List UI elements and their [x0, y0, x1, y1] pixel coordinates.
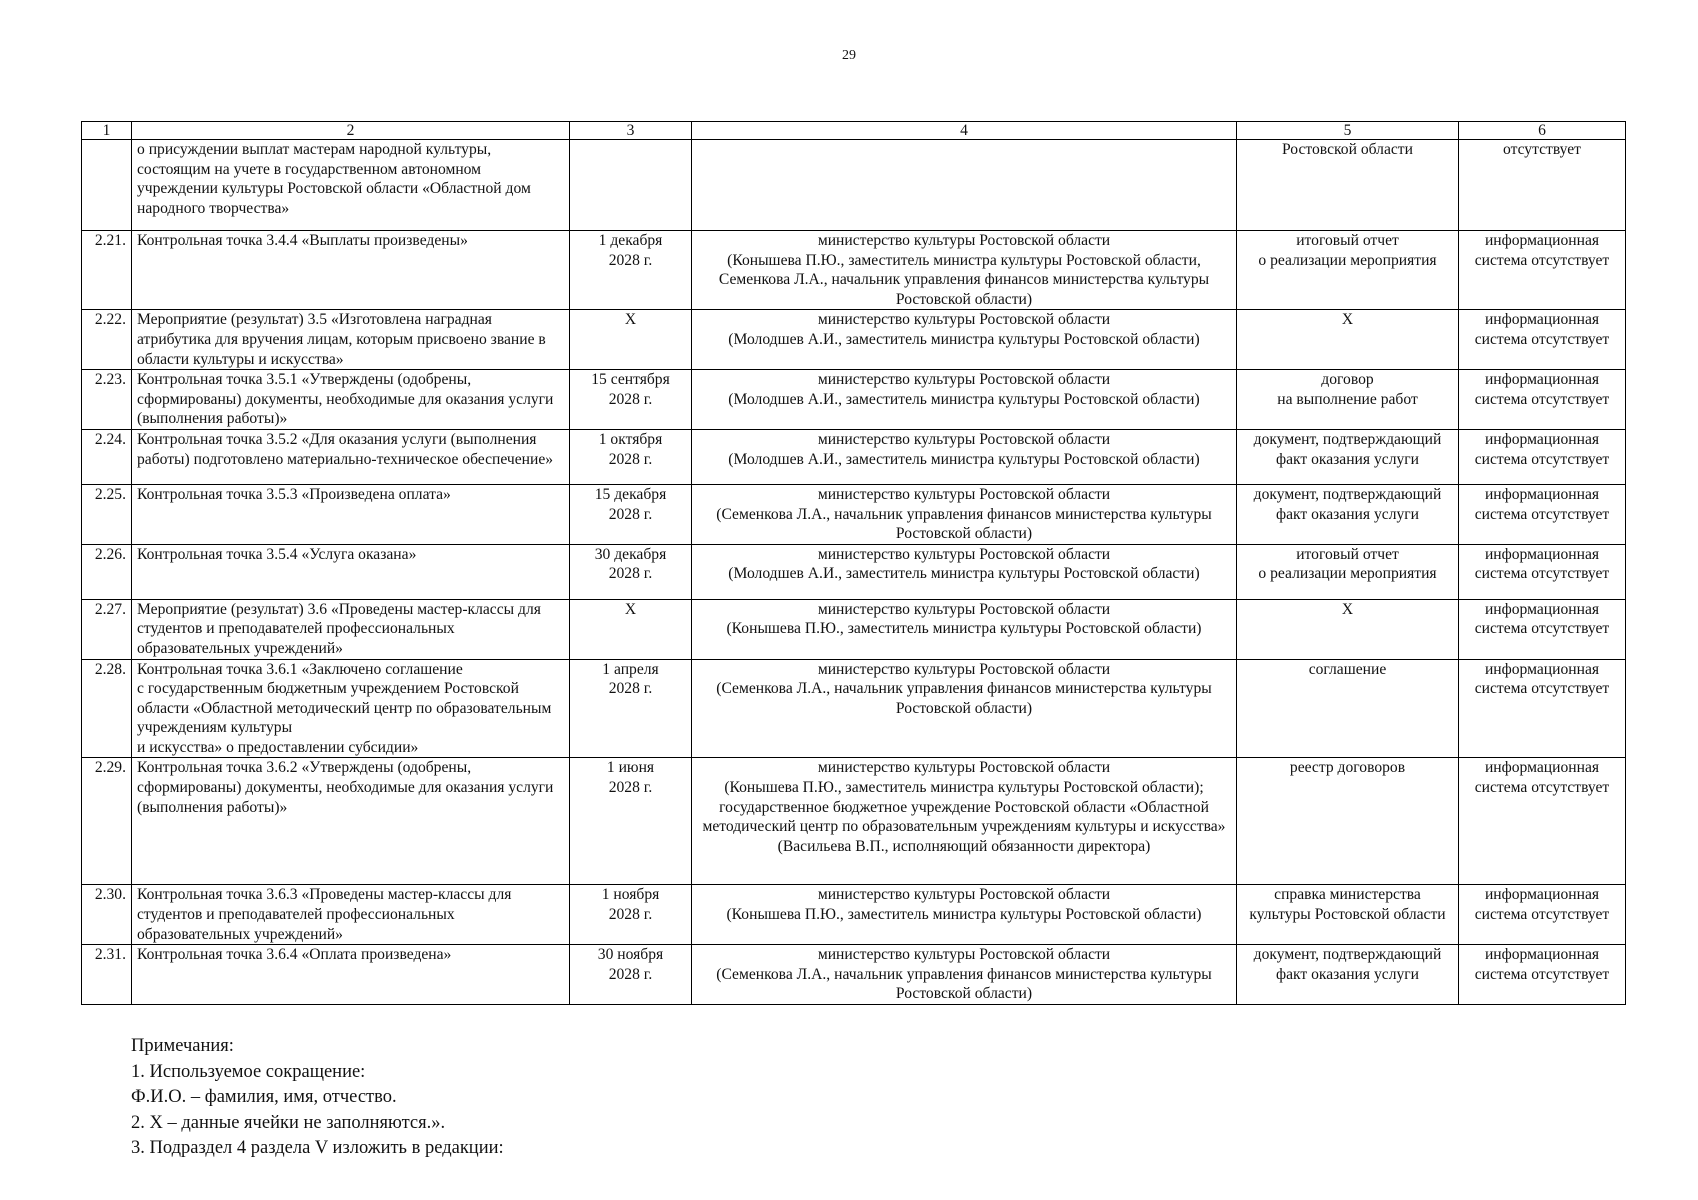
column-header-5: 5	[1237, 122, 1459, 140]
row-document: итоговый отчет о реализации мероприятия	[1237, 544, 1459, 599]
table-row	[82, 484, 1626, 544]
row-information-system: информационная система отсутствует	[1459, 484, 1626, 544]
row-document: справка министерства культуры Ростовской области	[1237, 885, 1459, 945]
row-information-system: информационная система отсутствует	[1459, 370, 1626, 430]
row-deadline: Х	[570, 310, 692, 370]
row-deadline: 30 декабря 2028 г.	[570, 544, 692, 599]
table-row	[82, 231, 1626, 310]
table-body	[82, 140, 1626, 1005]
row-number: 2.23.	[82, 370, 132, 430]
table-row	[82, 659, 1626, 758]
row-responsible: министерство культуры Ростовской области (Молодшев А.И., заместитель министра культуры Ростовской области)	[692, 310, 1237, 370]
column-header-1: 1	[82, 122, 132, 140]
row-name: Контрольная точка 3.5.4 «Услуга оказана»	[132, 544, 570, 599]
row-deadline: Х	[570, 599, 692, 659]
row-document: документ, подтверждающий факт оказания услуги	[1237, 945, 1459, 1005]
row-information-system: информационная система отсутствует	[1459, 544, 1626, 599]
row-number: 2.30.	[82, 885, 132, 945]
row-information-system: информационная система отсутствует	[1459, 310, 1626, 370]
row-name: Контрольная точка 3.6.4 «Оплата произведена»	[132, 945, 570, 1005]
row-information-system: информационная система отсутствует	[1459, 231, 1626, 310]
row-number: 2.21.	[82, 231, 132, 310]
row-information-system: информационная система отсутствует	[1459, 599, 1626, 659]
table-row	[82, 945, 1626, 1005]
row-name: Контрольная точка 3.5.3 «Произведена оплата»	[132, 484, 570, 544]
row-deadline: 1 ноября 2028 г.	[570, 885, 692, 945]
column-header-6: 6	[1459, 122, 1626, 140]
row-responsible: министерство культуры Ростовской области (Конышева П.Ю., заместитель министра культуры Ростовской области)	[692, 599, 1237, 659]
table-row	[82, 885, 1626, 945]
row-responsible: министерство культуры Ростовской области (Конышева П.Ю., заместитель министра культуры Ростовской области); государственное бюджетное учреждение Ростовской области «Областной методический центр по образовательным учреждениям культуры и искусства» (Васильева В.П., исполняющий обязанности директора)	[692, 758, 1237, 885]
row-deadline	[570, 140, 692, 231]
row-document: итоговый отчет о реализации мероприятия	[1237, 231, 1459, 310]
row-deadline: 1 декабря 2028 г.	[570, 231, 692, 310]
column-header-3: 3	[570, 122, 692, 140]
row-responsible: министерство культуры Ростовской области (Конышева П.Ю., заместитель министра культуры Ростовской области, Семенкова Л.А., начальник управления финансов министерства культуры Ростовской области)	[692, 231, 1237, 310]
row-number: 2.29.	[82, 758, 132, 885]
row-responsible: министерство культуры Ростовской области (Молодшев А.И., заместитель министра культуры Ростовской области)	[692, 370, 1237, 430]
row-deadline: 30 ноября 2028 г.	[570, 945, 692, 1005]
note-line: Ф.И.О. – фамилия, имя, отчество.	[131, 1087, 397, 1107]
row-responsible: министерство культуры Ростовской области (Конышева П.Ю., заместитель министра культуры Ростовской области)	[692, 885, 1237, 945]
row-name: Мероприятие (результат) 3.5 «Изготовлена наградная атрибутика для вручения лицам, которым присвоено звание в области культуры и искусства»	[132, 310, 570, 370]
row-name: о присуждении выплат мастерам народной культуры, состоящим на учете в государственном автономном учреждении культуры Ростовской области «Областной дом народного творчества»	[132, 140, 570, 231]
table-row	[82, 370, 1626, 430]
row-name: Контрольная точка 3.6.2 «Утверждены (одобрены, сформированы) документы, необходимые для оказания услуги (выполнения работы)»	[132, 758, 570, 885]
row-number: 2.24.	[82, 429, 132, 484]
row-number: 2.28.	[82, 659, 132, 758]
row-responsible: министерство культуры Ростовской области (Молодшев А.И., заместитель министра культуры Ростовской области)	[692, 544, 1237, 599]
table-row	[82, 310, 1626, 370]
table-row	[82, 429, 1626, 484]
row-deadline: 1 июня 2028 г.	[570, 758, 692, 885]
row-name: Контрольная точка 3.6.3 «Проведены мастер-классы для студентов и преподавателей профессиональных образовательных учреждений»	[132, 885, 570, 945]
table-row	[82, 758, 1626, 885]
row-document: реестр договоров	[1237, 758, 1459, 885]
note-line: 2. Х – данные ячейки не заполняются.».	[131, 1112, 446, 1133]
row-number: 2.26.	[82, 544, 132, 599]
row-name: Мероприятие (результат) 3.6 «Проведены мастер-классы для студентов и преподавателей профессиональных образовательных учреждений»	[132, 599, 570, 659]
table-header-row	[82, 122, 1626, 140]
row-document: договор на выполнение работ	[1237, 370, 1459, 430]
row-document: документ, подтверждающий факт оказания услуги	[1237, 429, 1459, 484]
row-responsible: министерство культуры Ростовской области (Семенкова Л.А., начальник управления финансов министерства культуры Ростовской области)	[692, 484, 1237, 544]
row-number	[82, 140, 132, 231]
row-document: Х	[1237, 599, 1459, 659]
row-information-system: информационная система отсутствует	[1459, 758, 1626, 885]
row-information-system: информационная система отсутствует	[1459, 945, 1626, 1005]
notes-heading: Примечания:	[131, 1036, 234, 1056]
note-line: 1. Используемое сокращение:	[131, 1061, 366, 1082]
row-information-system: информационная система отсутствует	[1459, 885, 1626, 945]
row-name: Контрольная точка 3.5.2 «Для оказания услуги (выполнения работы) подготовлено материально-техническое обеспечение»	[132, 429, 570, 484]
row-document: документ, подтверждающий факт оказания услуги	[1237, 484, 1459, 544]
row-number: 2.31.	[82, 945, 132, 1005]
row-document: Ростовской области	[1237, 140, 1459, 231]
table-row	[82, 599, 1626, 659]
page-number: 29	[842, 48, 856, 63]
row-deadline: 15 декабря 2028 г.	[570, 484, 692, 544]
row-number: 2.25.	[82, 484, 132, 544]
table-row	[82, 544, 1626, 599]
row-information-system: информационная система отсутствует	[1459, 659, 1626, 758]
column-header-2: 2	[132, 122, 570, 140]
control-points-table	[81, 121, 1626, 1005]
notes	[131, 1034, 504, 1162]
row-number: 2.27.	[82, 599, 132, 659]
row-name: Контрольная точка 3.4.4 «Выплаты произведены»	[132, 231, 570, 310]
row-responsible: министерство культуры Ростовской области (Молодшев А.И., заместитель министра культуры Ростовской области)	[692, 429, 1237, 484]
row-deadline: 1 апреля 2028 г.	[570, 659, 692, 758]
note-line: 3. Подраздел 4 раздела V изложить в редакции:	[131, 1138, 504, 1158]
row-responsible	[692, 140, 1237, 231]
row-deadline: 15 сентября 2028 г.	[570, 370, 692, 430]
row-name: Контрольная точка 3.6.1 «Заключено соглашение с государственным бюджетным учреждением Ростовской области «Областной методический центр по образовательным учреждениям культуры и искусства» о предоставлении субсидии»	[132, 659, 570, 758]
row-document: соглашение	[1237, 659, 1459, 758]
row-deadline: 1 октября 2028 г.	[570, 429, 692, 484]
row-name: Контрольная точка 3.5.1 «Утверждены (одобрены, сформированы) документы, необходимые для оказания услуги (выполнения работы)»	[132, 370, 570, 430]
column-header-4: 4	[692, 122, 1237, 140]
row-number: 2.22.	[82, 310, 132, 370]
row-information-system: отсутствует	[1459, 140, 1626, 231]
row-responsible: министерство культуры Ростовской области (Семенкова Л.А., начальник управления финансов министерства культуры Ростовской области)	[692, 659, 1237, 758]
table-row	[82, 140, 1626, 231]
row-document: Х	[1237, 310, 1459, 370]
row-responsible: министерство культуры Ростовской области (Семенкова Л.А., начальник управления финансов министерства культуры Ростовской области)	[692, 945, 1237, 1005]
row-information-system: информационная система отсутствует	[1459, 429, 1626, 484]
